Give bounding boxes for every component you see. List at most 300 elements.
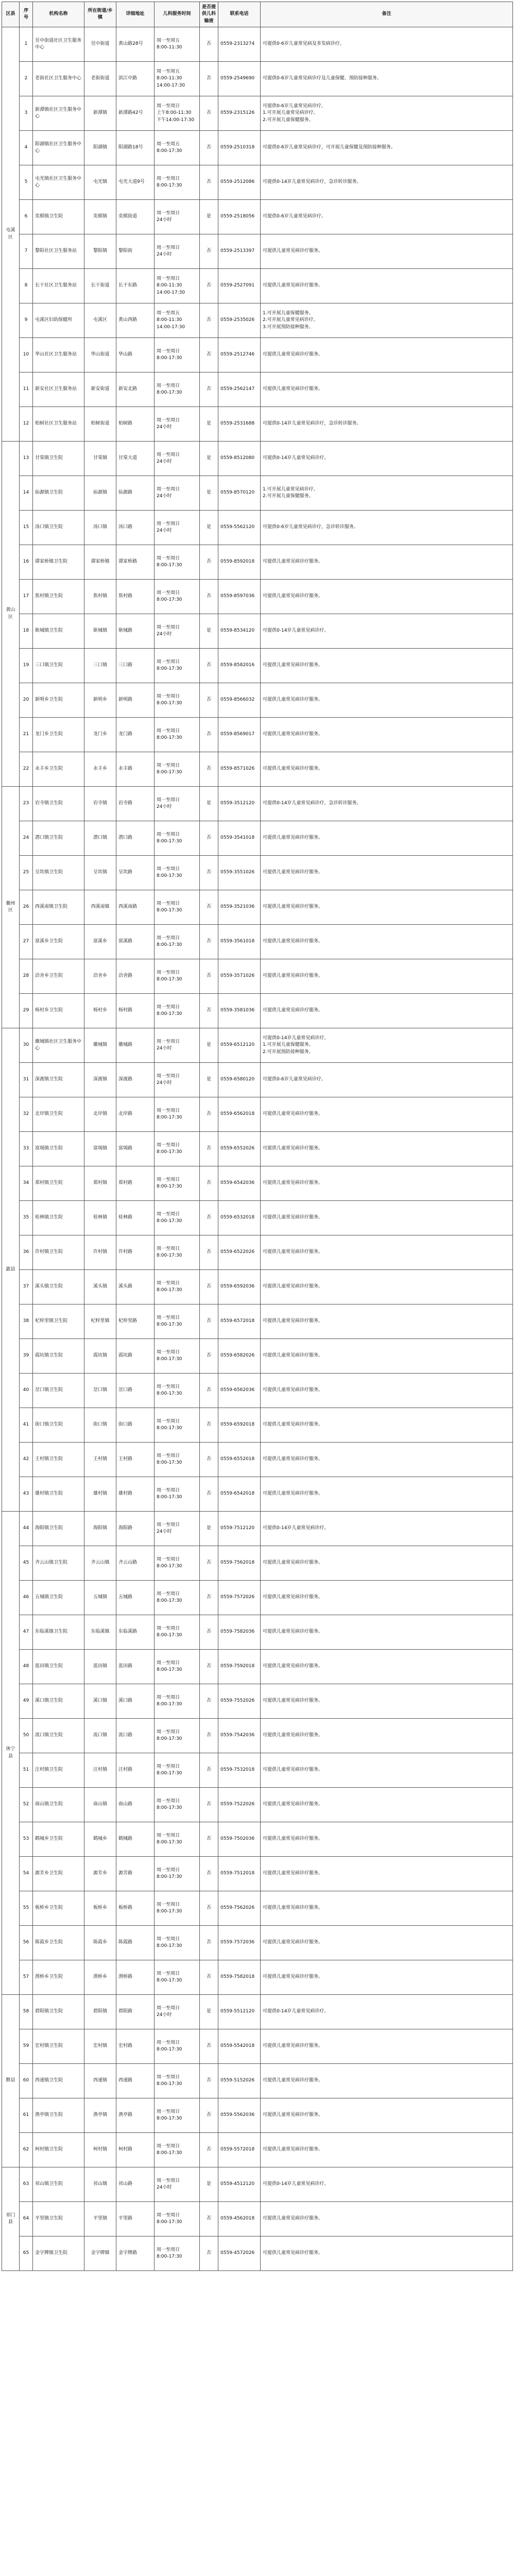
table-row <box>2 511 513 545</box>
infusion-flag: 否 <box>200 165 218 200</box>
phone-number: 0559-3581036 <box>218 994 261 1028</box>
table-row <box>2 1097 513 1132</box>
table-row <box>2 1374 513 1408</box>
pediatric-hours: 周一至周日 8:00-17:30 <box>155 1960 200 1995</box>
pediatric-hours: 周一至周日 8:00-17:30 <box>155 821 200 856</box>
infusion-flag: 否 <box>200 1822 218 1857</box>
district-cell: 祁门县 <box>2 2167 20 2271</box>
clinic-name: 王村镇卫生院 <box>33 1443 84 1477</box>
clinic-name: 呈坎镇卫生院 <box>33 856 84 890</box>
table-row <box>2 1408 513 1443</box>
infusion-flag: 否 <box>200 2133 218 2167</box>
row-number: 22 <box>20 752 33 787</box>
remarks: 可提供儿童常见病诊疗服务。 <box>261 1857 513 1891</box>
remarks: 可提供0-14岁儿童常见病诊疗，急诊转诊服务。 <box>261 787 513 821</box>
table-row <box>2 27 513 62</box>
clinic-name: 溪口镇卫生院 <box>33 1684 84 1719</box>
pediatric-hours: 周一至周日 8:00-17:30 <box>155 752 200 787</box>
row-number: 2 <box>20 62 33 96</box>
address: 永丰路 <box>116 752 155 787</box>
remarks: 可提供儿童常见病诊疗服务。 <box>261 718 513 752</box>
street-town: 东临溪镇 <box>84 1615 116 1650</box>
street-town: 杨村乡 <box>84 994 116 1028</box>
district-cell: 休宁县 <box>2 1512 20 1995</box>
remarks: 可提供儿童常见病诊疗服务。 <box>261 1270 513 1304</box>
address: 新明路 <box>116 683 155 718</box>
remarks: 可提供儿童常见病诊疗服务。 <box>261 683 513 718</box>
address: 谭家桥路 <box>116 545 155 580</box>
row-number: 21 <box>20 718 33 752</box>
column-header: 机构名称 <box>33 2 84 27</box>
infusion-flag: 否 <box>200 1304 218 1339</box>
address: 焦村路 <box>116 580 155 614</box>
pediatric-hours: 周一至周日 8:00-17:30 <box>155 1408 200 1443</box>
street-town: 海阳镇 <box>84 1512 116 1546</box>
pediatric-hours: 周一至周日 8:00-17:30 <box>155 165 200 200</box>
pediatric-hours: 周一至周日 上午8:00-11:30 下午14:00-17:30 <box>155 96 200 131</box>
table-row <box>2 1546 513 1581</box>
table-row <box>2 1235 513 1270</box>
address: 富堨路 <box>116 1132 155 1166</box>
street-town: 宏村镇 <box>84 2029 116 2064</box>
row-number: 4 <box>20 131 33 165</box>
street-town: 柏树街道 <box>84 407 116 442</box>
street-town: 老街街道 <box>84 62 116 96</box>
phone-number: 0559-3551026 <box>218 856 261 890</box>
row-number: 44 <box>20 1512 33 1546</box>
row-number: 1 <box>20 27 33 62</box>
row-number: 33 <box>20 1132 33 1166</box>
row-number: 7 <box>20 234 33 269</box>
address: 滨江中路 <box>116 62 155 96</box>
pediatric-hours: 周一至周日 24小时 <box>155 511 200 545</box>
clinic-name: 蓝田镇卫生院 <box>33 1650 84 1684</box>
clinic-name: 屯光镇社区卫生服务中心 <box>33 165 84 200</box>
row-number: 29 <box>20 994 33 1028</box>
pediatric-hours: 周一至周日 24小时 <box>155 2167 200 2202</box>
remarks: 可提供儿童常见病诊疗服务。 <box>261 1408 513 1443</box>
remarks: 可提供儿童常见病诊疗服务。 <box>261 1443 513 1477</box>
table-row <box>2 442 513 476</box>
address: 东临溪路 <box>116 1615 155 1650</box>
remarks: 可提供0-14岁儿童常见病诊疗。 <box>261 2167 513 2202</box>
phone-number: 0559-2518056 <box>218 200 261 234</box>
address: 屯光大道9号 <box>116 165 155 200</box>
remarks: 1.可开展儿童保健服务。 2.可开展儿童常见病诊疗。 3.可开展预防接种服务。 <box>261 303 513 338</box>
infusion-flag: 否 <box>200 1615 218 1650</box>
address: 潜口路 <box>116 821 155 856</box>
row-number: 19 <box>20 649 33 683</box>
street-town: 岔口镇 <box>84 1374 116 1408</box>
clinic-name: 耿城镇卫生院 <box>33 614 84 649</box>
pediatric-hours: 周一至周日 8:00-17:30 <box>155 372 200 407</box>
table-row <box>2 718 513 752</box>
phone-number: 0559-7502036 <box>218 1822 261 1857</box>
remarks: 可提供儿童常见病诊疗服务。 <box>261 856 513 890</box>
phone-number: 0559-7512018 <box>218 1857 261 1891</box>
street-town: 潜口镇 <box>84 821 116 856</box>
street-town: 华山街道 <box>84 338 116 372</box>
phone-number: 0559-5562036 <box>218 2098 261 2133</box>
infusion-flag: 否 <box>200 338 218 372</box>
table-row <box>2 994 513 1028</box>
row-number: 43 <box>20 1477 33 1512</box>
pediatric-hours: 周一至周日 8:00-17:30 <box>155 580 200 614</box>
clinic-name: 陈霞乡卫生院 <box>33 1926 84 1960</box>
table-row <box>2 1891 513 1926</box>
phone-number: 0559-6542018 <box>218 1477 261 1512</box>
street-town: 永丰乡 <box>84 752 116 787</box>
pediatric-hours: 周一至周日 8:00-17:30 <box>155 1270 200 1304</box>
row-number: 65 <box>20 2236 33 2271</box>
table-row <box>2 614 513 649</box>
street-town: 许村镇 <box>84 1235 116 1270</box>
address: 鹤城路 <box>116 1822 155 1857</box>
clinic-name: 溪头镇卫生院 <box>33 1270 84 1304</box>
infusion-flag: 否 <box>200 1926 218 1960</box>
infusion-flag: 否 <box>200 131 218 165</box>
street-town: 街口镇 <box>84 1408 116 1443</box>
clinic-name: 柏树社区卫生服务站 <box>33 407 84 442</box>
remarks: 可提供儿童常见病诊疗服务。 <box>261 1650 513 1684</box>
pediatric-hours: 周一至周日 8:00-17:30 <box>155 1581 200 1615</box>
phone-number: 0559-3541018 <box>218 821 261 856</box>
pediatric-hours: 周一至周日 8:00-17:30 <box>155 1235 200 1270</box>
row-number: 57 <box>20 1960 33 1995</box>
remarks: 可提供儿童常见病诊疗服务。 <box>261 1719 513 1753</box>
address: 岔口路 <box>116 1374 155 1408</box>
pediatric-hours: 周一至周日 24小时 <box>155 200 200 234</box>
table-row <box>2 165 513 200</box>
phone-number: 0559-8592018 <box>218 545 261 580</box>
address: 雄村路 <box>116 1477 155 1512</box>
table-row <box>2 1719 513 1753</box>
clinic-name: 西溪南镇卫生院 <box>33 890 84 925</box>
phone-number: 0559-6552026 <box>218 1132 261 1166</box>
pediatric-hours: 周一至周日 8:00-17:30 <box>155 1719 200 1753</box>
district-cell: 黄山区 <box>2 442 20 787</box>
street-town: 祁山镇 <box>84 2167 116 2202</box>
table-row <box>2 1650 513 1684</box>
infusion-flag: 是 <box>200 2167 218 2202</box>
phone-number: 0559-7572026 <box>218 1581 261 1615</box>
remarks: 可提供儿童常见病诊疗服务。 <box>261 1753 513 1788</box>
row-number: 58 <box>20 1995 33 2029</box>
remarks: 可提供儿童常见病诊疗服务。 <box>261 1926 513 1960</box>
row-number: 28 <box>20 959 33 994</box>
phone-number: 0559-6552018 <box>218 1443 261 1477</box>
infusion-flag: 否 <box>200 683 218 718</box>
clinic-name: 西递镇卫生院 <box>33 2064 84 2098</box>
infusion-flag: 否 <box>200 303 218 338</box>
row-number: 17 <box>20 580 33 614</box>
pediatric-hours: 周一至周日 8:00-17:30 <box>155 545 200 580</box>
table-row <box>2 234 513 269</box>
row-number: 40 <box>20 1374 33 1408</box>
pediatric-hours: 周一至周日 8:00-17:30 <box>155 1304 200 1339</box>
row-number: 16 <box>20 545 33 580</box>
street-town: 昱中街道 <box>84 27 116 62</box>
infusion-flag: 否 <box>200 821 218 856</box>
row-number: 9 <box>20 303 33 338</box>
address: 汪村路 <box>116 1753 155 1788</box>
pediatric-hours: 周一至周日 24小时 <box>155 614 200 649</box>
infusion-flag: 否 <box>200 752 218 787</box>
pediatric-hours: 周一至周日 8:00-17:30 <box>155 2236 200 2271</box>
pediatric-hours: 周一至周日 8:00-17:30 <box>155 1753 200 1788</box>
table-row <box>2 338 513 372</box>
infusion-flag: 是 <box>200 787 218 821</box>
infusion-flag: 否 <box>200 2064 218 2098</box>
infusion-flag: 否 <box>200 649 218 683</box>
row-number: 56 <box>20 1926 33 1960</box>
table-row <box>2 1684 513 1719</box>
row-number: 26 <box>20 890 33 925</box>
remarks: 可提供儿童常见病诊疗服务。 <box>261 994 513 1028</box>
street-town: 呈坎镇 <box>84 856 116 890</box>
table-row <box>2 856 513 890</box>
clinic-name: 郑村镇卫生院 <box>33 1166 84 1201</box>
phone-number: 0559-3521036 <box>218 890 261 925</box>
row-number: 35 <box>20 1201 33 1235</box>
address: 宏村路 <box>116 2029 155 2064</box>
table-row <box>2 1063 513 1097</box>
infusion-flag: 否 <box>200 856 218 890</box>
row-number: 23 <box>20 787 33 821</box>
clinic-name: 汪村镇卫生院 <box>33 1753 84 1788</box>
pediatric-hours: 周一至周日 24小时 <box>155 1028 200 1063</box>
remarks: 可提供儿童常见病诊疗服务。 <box>261 1201 513 1235</box>
pediatric-hours: 周一至周日 8:00-17:30 <box>155 1926 200 1960</box>
clinic-name: 杨村乡卫生院 <box>33 994 84 1028</box>
address: 富溪路 <box>116 925 155 959</box>
clinic-name: 金字牌镇卫生院 <box>33 2236 84 2271</box>
phone-number: 0559-2531688 <box>218 407 261 442</box>
clinic-name: 东临溪镇卫生院 <box>33 1615 84 1650</box>
table-row <box>2 890 513 925</box>
street-town: 源芳乡 <box>84 1857 116 1891</box>
row-number: 6 <box>20 200 33 234</box>
pediatric-hours: 周一至周日 8:00-17:30 <box>155 1443 200 1477</box>
row-number: 50 <box>20 1719 33 1753</box>
phone-number: 0559-5562120 <box>218 511 261 545</box>
street-town: 商山镇 <box>84 1788 116 1822</box>
clinic-name: 霞坑镇卫生院 <box>33 1339 84 1374</box>
street-town: 杞梓里镇 <box>84 1304 116 1339</box>
clinic-name: 深渡镇卫生院 <box>33 1063 84 1097</box>
phone-number: 0559-5542018 <box>218 2029 261 2064</box>
infusion-flag: 否 <box>200 1857 218 1891</box>
pediatric-hours: 周一至周日 24小时 <box>155 787 200 821</box>
address: 杨村路 <box>116 994 155 1028</box>
phone-number: 0559-6580120 <box>218 1063 261 1097</box>
table-row <box>2 1028 513 1063</box>
pediatric-hours: 周一至周日 8:00-17:30 <box>155 1857 200 1891</box>
table-row <box>2 2202 513 2236</box>
row-number: 42 <box>20 1443 33 1477</box>
column-header: 儿科服务时间 <box>155 2 200 27</box>
phone-number: 0559-6562036 <box>218 1374 261 1408</box>
address: 徽城路 <box>116 1028 155 1063</box>
remarks: 可提供儿童常见病诊疗服务。 <box>261 2098 513 2133</box>
remarks: 可提供儿童常见病诊疗服务。 <box>261 2064 513 2098</box>
street-town: 富溪乡 <box>84 925 116 959</box>
row-number: 45 <box>20 1546 33 1581</box>
remarks: 可提供儿童常见病诊疗服务。 <box>261 1546 513 1581</box>
clinic-name: 新潭镇社区卫生服务中心 <box>33 96 84 131</box>
table-row <box>2 2098 513 2133</box>
street-town: 深渡镇 <box>84 1063 116 1097</box>
table-row <box>2 2064 513 2098</box>
row-number: 34 <box>20 1166 33 1201</box>
table-row <box>2 1960 513 1995</box>
table-row <box>2 62 513 96</box>
phone-number: 0559-2535026 <box>218 303 261 338</box>
table-row <box>2 1201 513 1235</box>
address: 黄山路28号 <box>116 27 155 62</box>
street-town: 霞坑镇 <box>84 1339 116 1374</box>
infusion-flag: 否 <box>200 890 218 925</box>
pediatric-hours: 周一至周日 8:00-17:30 <box>155 1650 200 1684</box>
remarks: 可提供儿童常见病诊疗服务。 <box>261 890 513 925</box>
row-number: 64 <box>20 2202 33 2236</box>
phone-number: 0559-2513397 <box>218 234 261 269</box>
pediatric-hours: 周一至周日 8:00-17:30 <box>155 1891 200 1926</box>
phone-number: 0559-7582036 <box>218 1615 261 1650</box>
pediatric-hours: 周一至周日 24小时 <box>155 234 200 269</box>
infusion-flag: 否 <box>200 2236 218 2271</box>
infusion-flag: 是 <box>200 1512 218 1546</box>
row-number: 37 <box>20 1270 33 1304</box>
address: 许村路 <box>116 1235 155 1270</box>
street-town: 溪口镇 <box>84 1684 116 1719</box>
clinic-name: 源芳乡卫生院 <box>33 1857 84 1891</box>
street-town: 渭桥乡 <box>84 1960 116 1995</box>
address: 街口路 <box>116 1408 155 1443</box>
table-row <box>2 1443 513 1477</box>
pediatric-hours: 周一至周日 24小时 <box>155 1063 200 1097</box>
pediatric-hours: 周一至周日 8:00-17:30 <box>155 2064 200 2098</box>
table-row <box>2 2029 513 2064</box>
phone-number: 0559-8566032 <box>218 683 261 718</box>
pediatric-hours: 周一至周日 8:00-17:30 <box>155 1684 200 1719</box>
address: 柏树路 <box>116 407 155 442</box>
table-row <box>2 1926 513 1960</box>
infusion-flag: 否 <box>200 1477 218 1512</box>
table-row <box>2 1788 513 1822</box>
remarks: 可提供0-6岁儿童常见病诊疗。 1.可开展儿童常见病诊疗。 2.可开展儿童保健服务。 <box>261 96 513 131</box>
address: 黎阳街 <box>116 234 155 269</box>
table-row <box>2 1822 513 1857</box>
remarks: 可提供0-14岁儿童常见病诊疗。 <box>261 614 513 649</box>
clinic-name: 永丰乡卫生院 <box>33 752 84 787</box>
street-town: 阳湖镇 <box>84 131 116 165</box>
address: 柯村路 <box>116 2133 155 2167</box>
remarks: 可提供儿童常见病诊疗服务。 <box>261 372 513 407</box>
row-number: 36 <box>20 1235 33 1270</box>
clinic-name: 新安社区卫生服务站 <box>33 372 84 407</box>
pediatric-hours: 周一至周日 8:00-17:30 <box>155 1822 200 1857</box>
street-town: 金字牌镇 <box>84 2236 116 2271</box>
clinic-name: 北岸镇卫生院 <box>33 1097 84 1132</box>
table-row <box>2 752 513 787</box>
table-row <box>2 1581 513 1615</box>
row-number: 20 <box>20 683 33 718</box>
remarks: 可提供儿童常见病诊疗服务。 <box>261 1615 513 1650</box>
infusion-flag: 否 <box>200 1788 218 1822</box>
clinic-name: 岩寺镇卫生院 <box>33 787 84 821</box>
street-town: 齐云山镇 <box>84 1546 116 1581</box>
pediatric-hours: 周一至周日 8:00-17:30 <box>155 925 200 959</box>
address: 西溪南路 <box>116 890 155 925</box>
remarks: 可提供儿童常见病诊疗服务。 <box>261 2202 513 2236</box>
phone-number: 0559-2313274 <box>218 27 261 62</box>
street-town: 汤口镇 <box>84 511 116 545</box>
phone-number: 0559-8582016 <box>218 649 261 683</box>
table-row <box>2 1166 513 1201</box>
remarks: 可提供儿童常见病诊疗服务。 <box>261 649 513 683</box>
row-number: 46 <box>20 1581 33 1615</box>
clinic-name: 仙源镇卫生院 <box>33 476 84 511</box>
row-number: 62 <box>20 2133 33 2167</box>
clinic-name: 渭桥乡卫生院 <box>33 1960 84 1995</box>
row-number: 25 <box>20 856 33 890</box>
street-town: 富堨镇 <box>84 1132 116 1166</box>
row-number: 3 <box>20 96 33 131</box>
table-body <box>2 27 513 2271</box>
row-number: 15 <box>20 511 33 545</box>
street-town: 流口镇 <box>84 1719 116 1753</box>
remarks: 可提供儿童常见病诊疗服务。 <box>261 1339 513 1374</box>
phone-number: 0559-4512120 <box>218 2167 261 2202</box>
remarks: 可提供0-6岁儿童常见病诊疗，可开展儿童保健及预防接种服务。 <box>261 131 513 165</box>
infusion-flag: 否 <box>200 1235 218 1270</box>
address: 三口路 <box>116 649 155 683</box>
street-town: 郑村镇 <box>84 1166 116 1201</box>
remarks: 可提供儿童常见病诊疗服务。 <box>261 1960 513 1995</box>
table-row <box>2 1132 513 1166</box>
pediatric-hours: 周一至周日 8:00-17:30 <box>155 718 200 752</box>
pediatric-hours: 周一至周日 8:00-17:30 <box>155 649 200 683</box>
row-number: 11 <box>20 372 33 407</box>
phone-number: 0559-3561018 <box>218 925 261 959</box>
clinic-name: 岔口镇卫生院 <box>33 1374 84 1408</box>
infusion-flag: 否 <box>200 1132 218 1166</box>
district-cell: 黟县 <box>2 1995 20 2167</box>
phone-number: 0559-6592018 <box>218 1408 261 1443</box>
phone-number: 0559-3512120 <box>218 787 261 821</box>
table-row <box>2 2133 513 2167</box>
clinic-name: 焦村镇卫生院 <box>33 580 84 614</box>
row-number: 10 <box>20 338 33 372</box>
address: 渔亭路 <box>116 2098 155 2133</box>
phone-number: 0559-6512120 <box>218 1028 261 1063</box>
pediatric-hours: 周一至周日 8:00-17:30 <box>155 1132 200 1166</box>
infusion-flag: 否 <box>200 2098 218 2133</box>
phone-number: 0559-6562018 <box>218 1097 261 1132</box>
address: 渭桥路 <box>116 1960 155 1995</box>
table-row <box>2 1615 513 1650</box>
phone-number: 0559-2562147 <box>218 372 261 407</box>
remarks: 可提供儿童常见病诊疗服务。 <box>261 1097 513 1132</box>
street-town: 奕棋镇 <box>84 200 116 234</box>
clinic-name: 老街社区卫生服务中心 <box>33 62 84 96</box>
remarks: 可提供儿童常见病诊疗服务。 <box>261 234 513 269</box>
clinic-name: 商山镇卫生院 <box>33 1788 84 1822</box>
remarks: 可提供0-6岁儿童常见病及多发病诊疗。 <box>261 27 513 62</box>
remarks: 可提供儿童常见病诊疗服务。 <box>261 1132 513 1166</box>
pediatric-hours: 周一至周日 24小时 <box>155 407 200 442</box>
